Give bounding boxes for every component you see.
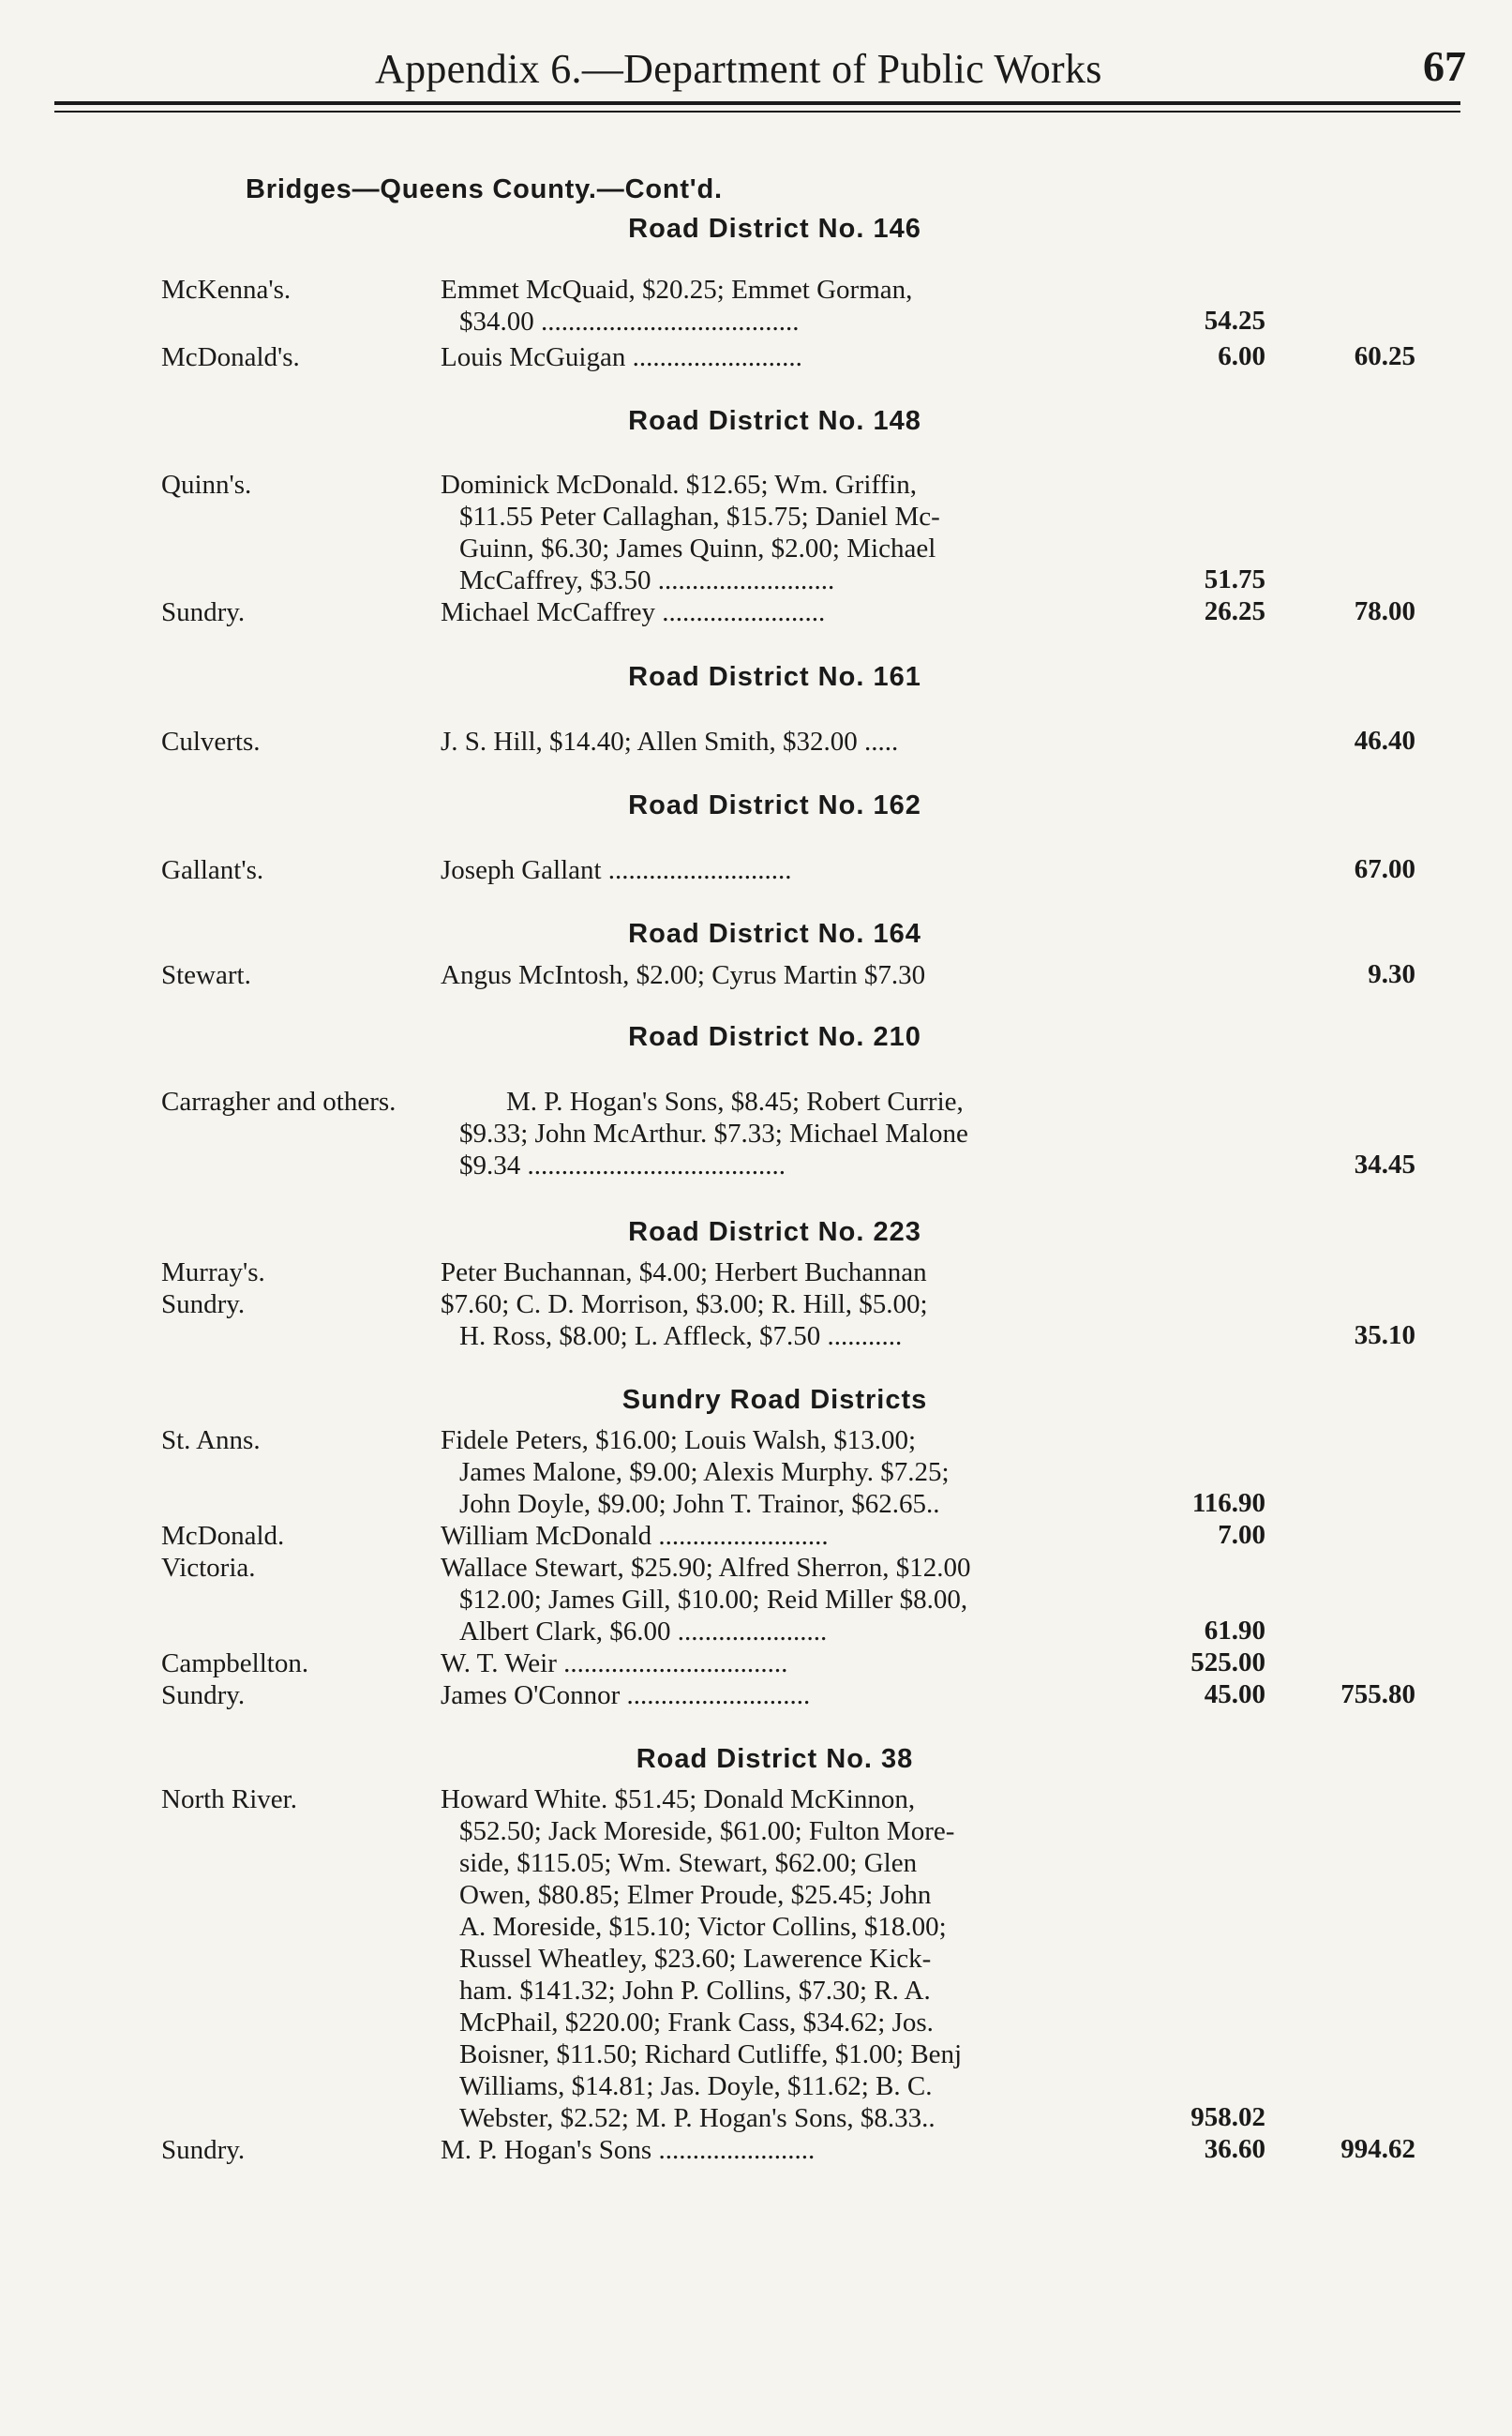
header-rule-thin <box>54 111 1460 113</box>
entry-subtotal: 26.25 <box>1204 596 1265 626</box>
entry-text-line: Boisner, $11.50; Richard Cutliffe, $1.00; Benj <box>459 2039 963 2069</box>
district-total: 994.62 <box>1340 2134 1415 2164</box>
entry-text-line: McCaffrey, $3.50 .......................... <box>459 565 835 595</box>
entry-text-line: Owen, $80.85; Elmer Proude, $25.45; John <box>459 1880 932 1910</box>
entry-text-line: Louis McGuigan ......................... <box>441 342 802 372</box>
entry-subtotal: 7.00 <box>1218 1520 1265 1550</box>
entry-label: McDonald. <box>161 1521 285 1551</box>
entry-text-line: James Malone, $9.00; Alexis Murphy. $7.25; <box>459 1457 950 1487</box>
page-number: 67 <box>1423 42 1466 90</box>
district-title: Road District No. 148 <box>628 406 921 436</box>
entry-label: Culverts. <box>161 727 261 757</box>
entry-text-line: Fidele Peters, $16.00; Louis Walsh, $13.00; <box>441 1425 917 1455</box>
entry-text-line: Guinn, $6.30; James Quinn, $2.00; Michael <box>459 534 936 564</box>
district-total: 60.25 <box>1354 341 1415 371</box>
district-title: Road District No. 210 <box>628 1022 921 1052</box>
entry-text-line: John Doyle, $9.00; John T. Trainor, $62.65.. <box>459 1489 940 1519</box>
entry-text-line: Emmet McQuaid, $20.25; Emmet Gorman, <box>441 275 913 305</box>
district-title: Road District No. 164 <box>628 919 921 949</box>
entry-label: Quinn's. <box>161 470 252 500</box>
entry-text-line: side, $115.05; Wm. Stewart, $62.00; Glen <box>459 1848 918 1878</box>
district-total: 67.00 <box>1354 854 1415 884</box>
entry-text-line: Albert Clark, $6.00 ...................... <box>459 1616 828 1647</box>
entry-text-line: Peter Buchannan, $4.00; Herbert Buchannan <box>441 1257 927 1287</box>
entry-text-line: Wallace Stewart, $25.90; Alfred Sherron, $12.00 <box>441 1553 971 1583</box>
entry-label: Sundry. <box>161 1680 246 1710</box>
entry-text-line: Angus McIntosh, $2.00; Cyrus Martin $7.30 <box>441 960 926 990</box>
district-total: 35.10 <box>1354 1320 1415 1350</box>
district-title: Road District No. 146 <box>628 214 921 244</box>
entry-text-line: Russel Wheatley, $23.60; Lawerence Kick- <box>459 1944 932 1974</box>
section-title: Bridges—Queens County.—Cont'd. <box>246 174 723 204</box>
entry-label: Stewart. <box>161 960 251 990</box>
entry-label: Victoria. <box>161 1553 256 1583</box>
entry-text-line: $11.55 Peter Callaghan, $15.75; Daniel Mc- <box>459 502 940 532</box>
entry-subtotal: 36.60 <box>1204 2134 1265 2164</box>
entry-text-line: W. T. Weir ................................. <box>441 1648 788 1678</box>
entry-label: Sundry. <box>161 1289 246 1319</box>
entry-text-line: Webster, $2.52; M. P. Hogan's Sons, $8.33.. <box>459 2103 936 2133</box>
entry-text-line: ham. $141.32; John P. Collins, $7.30; R. A. <box>459 1976 931 2006</box>
district-total: 46.40 <box>1354 726 1415 756</box>
district-title: Sundry Road Districts <box>621 1385 928 1415</box>
entry-text-line: M. P. Hogan's Sons, $8.45; Robert Currie, <box>506 1087 964 1117</box>
entry-text-line: James O'Connor ........................... <box>441 1680 811 1710</box>
entry-text-line: Joseph Gallant ........................... <box>441 855 792 885</box>
district-title: Road District No. 162 <box>628 790 921 820</box>
entry-subtotal: 54.25 <box>1204 306 1265 336</box>
district-total: 755.80 <box>1340 1679 1415 1709</box>
entry-subtotal: 61.90 <box>1204 1616 1265 1646</box>
entry-text-line: Howard White. $51.45; Donald McKinnon, <box>441 1784 916 1814</box>
entry-text-line: $9.34 ...................................... <box>459 1150 786 1180</box>
entry-subtotal: 51.75 <box>1204 564 1265 594</box>
district-total: 34.45 <box>1354 1150 1415 1180</box>
entry-text-line: J. S. Hill, $14.40; Allen Smith, $32.00 ..... <box>441 727 899 757</box>
entry-label: Sundry. <box>161 2135 246 2165</box>
entry-text-line: $34.00 ...................................... <box>459 307 800 337</box>
district-title: Road District No. 38 <box>636 1744 914 1774</box>
entry-label: North River. <box>161 1784 297 1814</box>
entry-label: Murray's. <box>161 1257 265 1287</box>
entry-text-line: William McDonald ......................... <box>441 1521 829 1551</box>
entry-text-line: $52.50; Jack Moreside, $61.00; Fulton More- <box>459 1816 955 1846</box>
entry-text-line: Williams, $14.81; Jas. Doyle, $11.62; B. C. <box>459 2071 933 2101</box>
district-total: 78.00 <box>1354 596 1415 626</box>
district-title: Road District No. 161 <box>628 662 921 692</box>
entry-label: Carragher and others. <box>161 1087 397 1117</box>
entry-text-line: $12.00; James Gill, $10.00; Reid Miller $8.00, <box>459 1585 968 1615</box>
entry-text-line: Dominick McDonald. $12.65; Wm. Griffin, <box>441 470 917 500</box>
entry-subtotal: 6.00 <box>1218 341 1265 371</box>
entry-label: McKenna's. <box>161 275 292 305</box>
entry-label: Sundry. <box>161 597 246 627</box>
entry-subtotal: 525.00 <box>1190 1647 1265 1677</box>
entry-text-line: $7.60; C. D. Morrison, $3.00; R. Hill, $5.00; <box>441 1289 928 1319</box>
entry-text-line: $9.33; John McArthur. $7.33; Michael Malone <box>459 1119 968 1149</box>
entry-text-line: Michael McCaffrey ........................ <box>441 597 826 627</box>
header-rule <box>54 101 1460 105</box>
entry-text-line: H. Ross, $8.00; L. Affleck, $7.50 ........... <box>459 1321 903 1351</box>
entry-label: Campbellton. <box>161 1648 309 1678</box>
entry-subtotal: 45.00 <box>1204 1679 1265 1709</box>
entry-label: St. Anns. <box>161 1425 261 1455</box>
district-title: Road District No. 223 <box>628 1217 921 1247</box>
entry-label: McDonald's. <box>161 342 300 372</box>
entry-text-line: M. P. Hogan's Sons ....................... <box>441 2135 816 2165</box>
entry-text-line: A. Moreside, $15.10; Victor Collins, $18.00; <box>459 1912 947 1942</box>
district-total: 9.30 <box>1368 959 1415 989</box>
entry-text-line: McPhail, $220.00; Frank Cass, $34.62; Jos. <box>459 2007 934 2038</box>
entry-subtotal: 958.02 <box>1190 2102 1265 2132</box>
entry-subtotal: 116.90 <box>1191 1488 1265 1518</box>
page-title: Appendix 6.—Department of Public Works <box>375 46 1102 92</box>
entry-label: Gallant's. <box>161 855 264 885</box>
